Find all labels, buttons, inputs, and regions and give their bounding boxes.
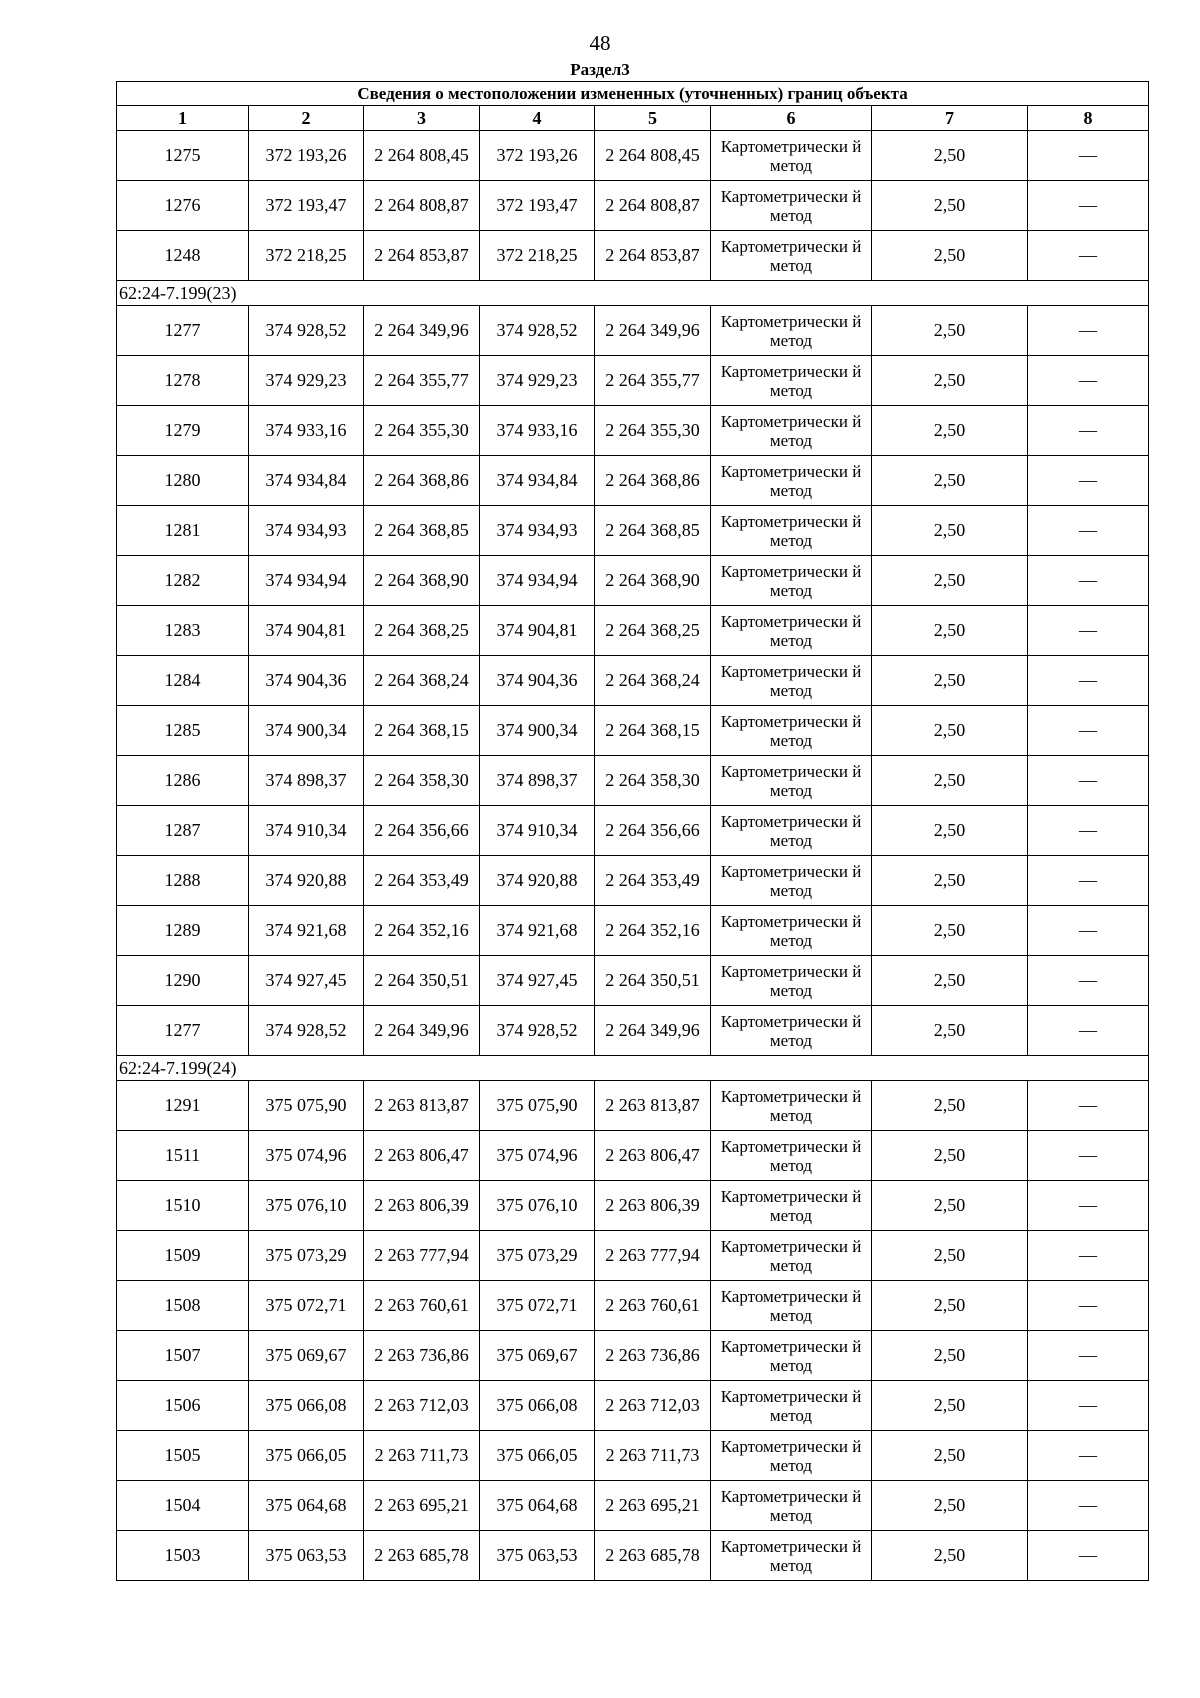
x-new-cell: 374 921,68: [480, 906, 595, 956]
x-new-cell: 372 193,26: [480, 131, 595, 181]
accuracy-cell: 2,50: [872, 956, 1028, 1006]
table-row: [117, 906, 1149, 956]
point-number-cell: 1505: [117, 1431, 249, 1481]
x-new-cell: 374 898,37: [480, 756, 595, 806]
method-cell: Картометрически й метод: [711, 1531, 872, 1581]
column-header: 5: [595, 106, 711, 131]
y-new-cell: 2 263 806,47: [595, 1131, 711, 1181]
table-row: [117, 1006, 1149, 1056]
parcel-group-label: 62:24-7.199(23): [117, 281, 1149, 306]
y-old-cell: 2 264 358,30: [364, 756, 480, 806]
x-new-cell: 374 904,81: [480, 606, 595, 656]
y-old-cell: 2 263 806,39: [364, 1181, 480, 1231]
y-old-cell: 2 263 685,78: [364, 1531, 480, 1581]
point-number-cell: 1290: [117, 956, 249, 1006]
point-number-cell: 1283: [117, 606, 249, 656]
method-cell: Картометрически й метод: [711, 606, 872, 656]
method-cell: Картометрически й метод: [711, 706, 872, 756]
accuracy-cell: 2,50: [872, 806, 1028, 856]
y-old-cell: 2 264 355,30: [364, 406, 480, 456]
y-old-cell: 2 264 808,87: [364, 181, 480, 231]
point-number-cell: 1276: [117, 181, 249, 231]
accuracy-cell: 2,50: [872, 181, 1028, 231]
description-cell: —: [1028, 806, 1149, 856]
x-old-cell: 374 910,34: [249, 806, 364, 856]
x-old-cell: 374 904,36: [249, 656, 364, 706]
table-row: [117, 606, 1149, 656]
description-cell: —: [1028, 656, 1149, 706]
method-cell: Картометрически й метод: [711, 1231, 872, 1281]
y-new-cell: 2 264 350,51: [595, 956, 711, 1006]
method-cell: Картометрически й метод: [711, 806, 872, 856]
method-cell: Картометрически й метод: [711, 456, 872, 506]
accuracy-cell: 2,50: [872, 131, 1028, 181]
y-new-cell: 2 263 777,94: [595, 1231, 711, 1281]
table-row: [117, 1081, 1149, 1131]
y-old-cell: 2 264 352,16: [364, 906, 480, 956]
y-old-cell: 2 264 368,24: [364, 656, 480, 706]
table-row: [117, 1331, 1149, 1381]
description-cell: —: [1028, 131, 1149, 181]
y-old-cell: 2 264 808,45: [364, 131, 480, 181]
y-new-cell: 2 264 808,45: [595, 131, 711, 181]
y-old-cell: 2 263 806,47: [364, 1131, 480, 1181]
x-old-cell: 375 074,96: [249, 1131, 364, 1181]
x-old-cell: 375 066,08: [249, 1381, 364, 1431]
method-cell: Картометрически й метод: [711, 1131, 872, 1181]
method-cell: Картометрически й метод: [711, 1006, 872, 1056]
table-row: [117, 1181, 1149, 1231]
table-row: [117, 806, 1149, 856]
x-new-cell: 374 927,45: [480, 956, 595, 1006]
x-new-cell: 375 064,68: [480, 1481, 595, 1531]
y-new-cell: 2 264 355,77: [595, 356, 711, 406]
x-old-cell: 374 900,34: [249, 706, 364, 756]
point-number-cell: 1280: [117, 456, 249, 506]
method-cell: Картометрически й метод: [711, 556, 872, 606]
accuracy-cell: 2,50: [872, 1181, 1028, 1231]
accuracy-cell: 2,50: [872, 1431, 1028, 1481]
y-new-cell: 2 264 349,96: [595, 306, 711, 356]
method-cell: Картометрически й метод: [711, 1081, 872, 1131]
y-old-cell: 2 264 368,85: [364, 506, 480, 556]
description-cell: —: [1028, 506, 1149, 556]
x-new-cell: 375 076,10: [480, 1181, 595, 1231]
accuracy-cell: 2,50: [872, 1006, 1028, 1056]
y-old-cell: 2 263 736,86: [364, 1331, 480, 1381]
y-new-cell: 2 264 358,30: [595, 756, 711, 806]
accuracy-cell: 2,50: [872, 231, 1028, 281]
point-number-cell: 1279: [117, 406, 249, 456]
x-old-cell: 375 063,53: [249, 1531, 364, 1581]
x-old-cell: 375 072,71: [249, 1281, 364, 1331]
y-old-cell: 2 264 368,25: [364, 606, 480, 656]
description-cell: —: [1028, 181, 1149, 231]
method-cell: Картометрически й метод: [711, 1431, 872, 1481]
accuracy-cell: 2,50: [872, 506, 1028, 556]
accuracy-cell: 2,50: [872, 1081, 1028, 1131]
column-header: 3: [364, 106, 480, 131]
method-cell: Картометрически й метод: [711, 656, 872, 706]
table-title: Сведения о местоположении измененных (уточненных) границ объекта: [117, 82, 1149, 106]
x-new-cell: 375 075,90: [480, 1081, 595, 1131]
y-old-cell: 2 263 712,03: [364, 1381, 480, 1431]
description-cell: —: [1028, 956, 1149, 1006]
x-new-cell: 372 193,47: [480, 181, 595, 231]
description-cell: —: [1028, 556, 1149, 606]
x-old-cell: 374 933,16: [249, 406, 364, 456]
x-new-cell: 374 929,23: [480, 356, 595, 406]
method-cell: Картометрически й метод: [711, 906, 872, 956]
y-old-cell: 2 264 350,51: [364, 956, 480, 1006]
x-old-cell: 375 073,29: [249, 1231, 364, 1281]
point-number-cell: 1281: [117, 506, 249, 556]
point-number-cell: 1291: [117, 1081, 249, 1131]
column-header: 7: [872, 106, 1028, 131]
description-cell: —: [1028, 856, 1149, 906]
x-new-cell: 374 934,93: [480, 506, 595, 556]
accuracy-cell: 2,50: [872, 1281, 1028, 1331]
column-number-row: [117, 106, 1149, 131]
page-number: 48: [589, 31, 611, 55]
accuracy-cell: 2,50: [872, 406, 1028, 456]
accuracy-cell: 2,50: [872, 756, 1028, 806]
y-new-cell: 2 263 736,86: [595, 1331, 711, 1381]
y-new-cell: 2 264 808,87: [595, 181, 711, 231]
x-old-cell: 374 928,52: [249, 1006, 364, 1056]
point-number-cell: 1277: [117, 1006, 249, 1056]
point-number-cell: 1504: [117, 1481, 249, 1531]
x-old-cell: 374 927,45: [249, 956, 364, 1006]
y-new-cell: 2 264 368,25: [595, 606, 711, 656]
description-cell: —: [1028, 906, 1149, 956]
y-old-cell: 2 264 349,96: [364, 306, 480, 356]
accuracy-cell: 2,50: [872, 1381, 1028, 1431]
parcel-group-label: 62:24-7.199(24): [117, 1056, 1149, 1081]
point-number-cell: 1275: [117, 131, 249, 181]
y-new-cell: 2 264 352,16: [595, 906, 711, 956]
method-cell: Картометрически й метод: [711, 306, 872, 356]
x-old-cell: 374 921,68: [249, 906, 364, 956]
y-new-cell: 2 263 711,73: [595, 1431, 711, 1481]
x-old-cell: 374 904,81: [249, 606, 364, 656]
table-row: [117, 756, 1149, 806]
accuracy-cell: 2,50: [872, 1331, 1028, 1381]
method-cell: Картометрически й метод: [711, 956, 872, 1006]
method-cell: Картометрически й метод: [711, 231, 872, 281]
accuracy-cell: 2,50: [872, 1231, 1028, 1281]
accuracy-cell: 2,50: [872, 1481, 1028, 1531]
y-new-cell: 2 264 368,15: [595, 706, 711, 756]
point-number-cell: 1284: [117, 656, 249, 706]
y-old-cell: 2 264 356,66: [364, 806, 480, 856]
point-number-cell: 1506: [117, 1381, 249, 1431]
table-row: [117, 1531, 1149, 1581]
point-number-cell: 1285: [117, 706, 249, 756]
y-old-cell: 2 264 355,77: [364, 356, 480, 406]
y-old-cell: 2 264 368,90: [364, 556, 480, 606]
x-old-cell: 372 218,25: [249, 231, 364, 281]
point-number-cell: 1507: [117, 1331, 249, 1381]
y-new-cell: 2 263 712,03: [595, 1381, 711, 1431]
point-number-cell: 1282: [117, 556, 249, 606]
y-old-cell: 2 263 695,21: [364, 1481, 480, 1531]
x-old-cell: 374 920,88: [249, 856, 364, 906]
x-old-cell: 375 069,67: [249, 1331, 364, 1381]
point-number-cell: 1289: [117, 906, 249, 956]
method-cell: Картометрически й метод: [711, 131, 872, 181]
point-number-cell: 1511: [117, 1131, 249, 1181]
table-row: [117, 706, 1149, 756]
y-old-cell: 2 264 368,15: [364, 706, 480, 756]
column-header: 6: [711, 106, 872, 131]
table-row: [117, 231, 1149, 281]
description-cell: —: [1028, 1081, 1149, 1131]
method-cell: Картометрически й метод: [711, 1331, 872, 1381]
x-new-cell: 374 910,34: [480, 806, 595, 856]
description-cell: —: [1028, 1281, 1149, 1331]
parcel-group-row: [117, 1056, 1149, 1081]
x-new-cell: 374 933,16: [480, 406, 595, 456]
table-row: [117, 506, 1149, 556]
y-new-cell: 2 263 695,21: [595, 1481, 711, 1531]
column-header: 4: [480, 106, 595, 131]
table-row: [117, 1431, 1149, 1481]
table-row: [117, 356, 1149, 406]
point-number-cell: 1248: [117, 231, 249, 281]
point-number-cell: 1508: [117, 1281, 249, 1331]
method-cell: Картометрически й метод: [711, 181, 872, 231]
accuracy-cell: 2,50: [872, 306, 1028, 356]
accuracy-cell: 2,50: [872, 356, 1028, 406]
accuracy-cell: 2,50: [872, 856, 1028, 906]
x-new-cell: 375 072,71: [480, 1281, 595, 1331]
x-old-cell: 374 929,23: [249, 356, 364, 406]
method-cell: Картометрически й метод: [711, 506, 872, 556]
x-new-cell: 374 934,84: [480, 456, 595, 506]
description-cell: —: [1028, 1531, 1149, 1581]
column-header: 1: [117, 106, 249, 131]
table-row: [117, 181, 1149, 231]
table-row: [117, 1231, 1149, 1281]
point-number-cell: 1287: [117, 806, 249, 856]
x-new-cell: 372 218,25: [480, 231, 595, 281]
description-cell: —: [1028, 1481, 1149, 1531]
accuracy-cell: 2,50: [872, 456, 1028, 506]
table-row: [117, 1131, 1149, 1181]
description-cell: —: [1028, 1181, 1149, 1231]
x-new-cell: 375 073,29: [480, 1231, 595, 1281]
accuracy-cell: 2,50: [872, 606, 1028, 656]
x-new-cell: 375 066,05: [480, 1431, 595, 1481]
x-new-cell: 375 074,96: [480, 1131, 595, 1181]
method-cell: Картометрически й метод: [711, 756, 872, 806]
table-row: [117, 1281, 1149, 1331]
method-cell: Картометрически й метод: [711, 1381, 872, 1431]
method-cell: Картометрически й метод: [711, 856, 872, 906]
y-new-cell: 2 264 355,30: [595, 406, 711, 456]
x-new-cell: 374 928,52: [480, 306, 595, 356]
x-new-cell: 375 063,53: [480, 1531, 595, 1581]
description-cell: —: [1028, 1006, 1149, 1056]
x-old-cell: 374 928,52: [249, 306, 364, 356]
y-old-cell: 2 264 353,49: [364, 856, 480, 906]
method-cell: Картометрически й метод: [711, 1481, 872, 1531]
point-number-cell: 1278: [117, 356, 249, 406]
accuracy-cell: 2,50: [872, 706, 1028, 756]
x-old-cell: 375 075,90: [249, 1081, 364, 1131]
description-cell: —: [1028, 1431, 1149, 1481]
point-number-cell: 1286: [117, 756, 249, 806]
y-old-cell: 2 263 760,61: [364, 1281, 480, 1331]
description-cell: —: [1028, 306, 1149, 356]
table-caption-row: [117, 82, 1149, 106]
x-old-cell: 374 898,37: [249, 756, 364, 806]
section-title: Раздел3: [570, 60, 630, 79]
x-new-cell: 375 069,67: [480, 1331, 595, 1381]
x-old-cell: 372 193,26: [249, 131, 364, 181]
y-new-cell: 2 264 368,86: [595, 456, 711, 506]
method-cell: Картометрически й метод: [711, 1281, 872, 1331]
accuracy-cell: 2,50: [872, 1531, 1028, 1581]
description-cell: —: [1028, 706, 1149, 756]
y-new-cell: 2 264 368,90: [595, 556, 711, 606]
table-row: [117, 956, 1149, 1006]
description-cell: —: [1028, 756, 1149, 806]
table-row: [117, 656, 1149, 706]
x-old-cell: 372 193,47: [249, 181, 364, 231]
y-new-cell: 2 264 368,24: [595, 656, 711, 706]
table-row: [117, 131, 1149, 181]
description-cell: —: [1028, 406, 1149, 456]
method-cell: Картометрически й метод: [711, 356, 872, 406]
x-new-cell: 374 928,52: [480, 1006, 595, 1056]
x-new-cell: 375 066,08: [480, 1381, 595, 1431]
description-cell: —: [1028, 1231, 1149, 1281]
x-new-cell: 374 934,94: [480, 556, 595, 606]
accuracy-cell: 2,50: [872, 1131, 1028, 1181]
y-old-cell: 2 263 813,87: [364, 1081, 480, 1131]
x-new-cell: 374 904,36: [480, 656, 595, 706]
y-old-cell: 2 264 853,87: [364, 231, 480, 281]
point-number-cell: 1288: [117, 856, 249, 906]
table-row: [117, 556, 1149, 606]
table-row: [117, 1481, 1149, 1531]
description-cell: —: [1028, 1131, 1149, 1181]
method-cell: Картометрически й метод: [711, 1181, 872, 1231]
description-cell: —: [1028, 456, 1149, 506]
method-cell: Картометрически й метод: [711, 406, 872, 456]
y-new-cell: 2 264 349,96: [595, 1006, 711, 1056]
y-new-cell: 2 264 356,66: [595, 806, 711, 856]
description-cell: —: [1028, 231, 1149, 281]
description-cell: —: [1028, 1331, 1149, 1381]
description-cell: —: [1028, 356, 1149, 406]
table-row: [117, 406, 1149, 456]
y-new-cell: 2 263 760,61: [595, 1281, 711, 1331]
description-cell: —: [1028, 1381, 1149, 1431]
description-cell: —: [1028, 606, 1149, 656]
accuracy-cell: 2,50: [872, 556, 1028, 606]
table-row: [117, 306, 1149, 356]
y-old-cell: 2 263 711,73: [364, 1431, 480, 1481]
accuracy-cell: 2,50: [872, 906, 1028, 956]
column-header: 2: [249, 106, 364, 131]
y-new-cell: 2 263 813,87: [595, 1081, 711, 1131]
y-new-cell: 2 264 853,87: [595, 231, 711, 281]
y-old-cell: 2 264 349,96: [364, 1006, 480, 1056]
x-old-cell: 374 934,93: [249, 506, 364, 556]
x-old-cell: 374 934,94: [249, 556, 364, 606]
y-new-cell: 2 264 368,85: [595, 506, 711, 556]
point-number-cell: 1509: [117, 1231, 249, 1281]
y-new-cell: 2 263 685,78: [595, 1531, 711, 1581]
y-new-cell: 2 263 806,39: [595, 1181, 711, 1231]
x-old-cell: 375 064,68: [249, 1481, 364, 1531]
x-new-cell: 374 920,88: [480, 856, 595, 906]
column-header: 8: [1028, 106, 1149, 131]
point-number-cell: 1503: [117, 1531, 249, 1581]
accuracy-cell: 2,50: [872, 656, 1028, 706]
point-number-cell: 1510: [117, 1181, 249, 1231]
boundary-table: [116, 81, 1149, 1581]
table-row: [117, 456, 1149, 506]
table-row: [117, 856, 1149, 906]
y-old-cell: 2 263 777,94: [364, 1231, 480, 1281]
y-old-cell: 2 264 368,86: [364, 456, 480, 506]
point-number-cell: 1277: [117, 306, 249, 356]
table-body: [117, 131, 1149, 1581]
x-old-cell: 374 934,84: [249, 456, 364, 506]
y-new-cell: 2 264 353,49: [595, 856, 711, 906]
x-old-cell: 375 076,10: [249, 1181, 364, 1231]
x-new-cell: 374 900,34: [480, 706, 595, 756]
parcel-group-row: [117, 281, 1149, 306]
x-old-cell: 375 066,05: [249, 1431, 364, 1481]
table-row: [117, 1381, 1149, 1431]
